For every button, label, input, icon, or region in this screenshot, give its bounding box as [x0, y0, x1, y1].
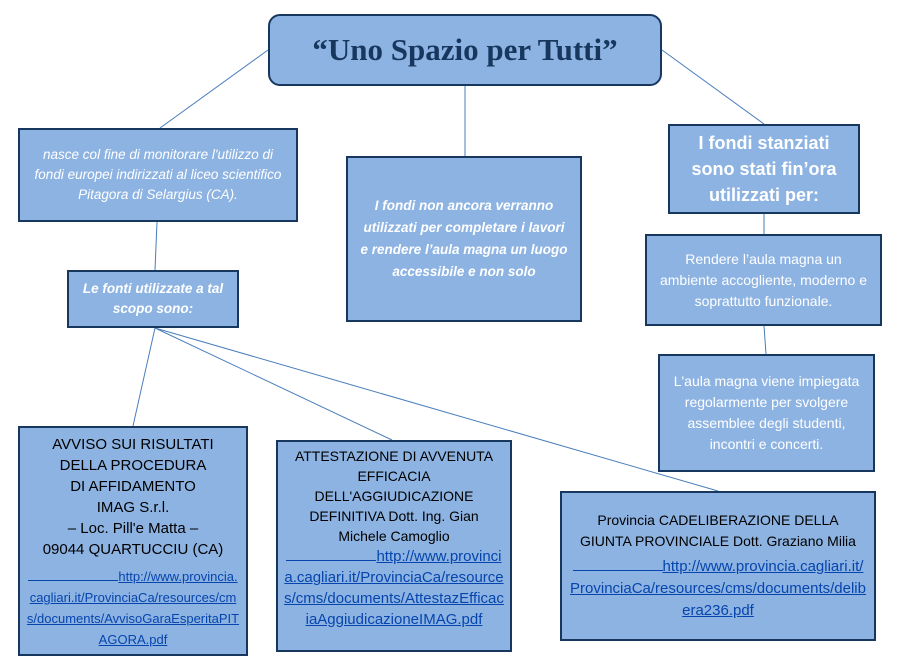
provincia-link[interactable]: http://www.provincia.cagliari.it/ProvinciaCa/resources/cms/documents/delibera236.pdf: [570, 558, 866, 619]
connector-fonti-attest: [155, 328, 392, 440]
attestazione-link-underline: [286, 546, 376, 561]
fondi-non-ancora-node: [346, 156, 582, 322]
attestazione-link[interactable]: http://www.provincia.cagliari.it/ProvinciaCa/resources/cms/documents/AttestazEfficaciaAggiudicazioneIMAG.pdf: [284, 548, 504, 628]
fondi-stanziati-node: [668, 124, 860, 214]
fondi-stanziati-text: I fondi stanziati sono stati fin’ora utilizzati per:: [691, 133, 837, 205]
provincia-node: [560, 491, 876, 641]
title-text: “Uno Spazio per Tutti”: [312, 32, 618, 67]
connector-fonti-avviso: [133, 328, 155, 426]
connector-nasce-fonti: [155, 222, 157, 270]
fonti-node: [67, 270, 239, 328]
avviso-link-wrap: [26, 566, 240, 650]
nasce-node: [18, 128, 298, 222]
fonti-text: Le fonti utilizzate a tal scopo sono:: [82, 281, 224, 316]
connector-title-stanziati: [662, 50, 764, 124]
nasce-text: nasce col fine di monitorare l'utilizzo di fondi europei indirizzati al liceo scientifico Pitagora di Selargius (CA).: [34, 147, 282, 202]
avviso-node: [18, 426, 248, 656]
provincia-text: Provincia CADELIBERAZIONE DELLA GIUNTA PROVINCIALE Dott. Graziano Milia: [580, 512, 856, 549]
aula-magna-text: L'aula magna viene impiegata regolarmente per svolgere assemblee degli studenti, incontri e concerti.: [673, 373, 860, 452]
attestazione-link-wrap: [284, 546, 504, 630]
avviso-link-underline: [28, 566, 118, 581]
avviso-text: AVVISO SUI RISULTATI DELLA PROCEDURA DI AFFIDAMENTO IMAG S.r.l. – Loc. Pill'e Matta – 09044 QUARTUCCIU (CA): [42, 436, 224, 558]
connector-title-nasce: [160, 50, 268, 128]
avviso-link[interactable]: http://www.provincia.cagliari.it/ProvinciaCa/resources/cms/documents/AvvisoGaraEsperitaPITAGORA.pdf: [26, 569, 240, 647]
rendere-aula-text: Rendere l’aula magna un ambiente accogliente, moderno e soprattutto funzionale.: [659, 250, 868, 309]
attestazione-text: ATTESTAZIONE DI AVVENUTA EFFICACIA DELL'AGGIUDICAZIONE DEFINITIVA Dott. Ing. Gian Michele Camoglio: [294, 448, 494, 544]
aula-magna-node: [658, 354, 875, 472]
attestazione-node: [276, 440, 512, 652]
connector-rendere-aula: [764, 326, 766, 354]
rendere-aula-node: [645, 234, 882, 326]
provincia-link-underline: [573, 556, 663, 571]
title-node: [268, 14, 662, 86]
provincia-link-wrap: [570, 556, 866, 622]
fondi-non-ancora-text: I fondi non ancora verranno utilizzati per completare i lavori e rendere l’aula magna un luogo accessibile e non solo: [360, 198, 568, 279]
